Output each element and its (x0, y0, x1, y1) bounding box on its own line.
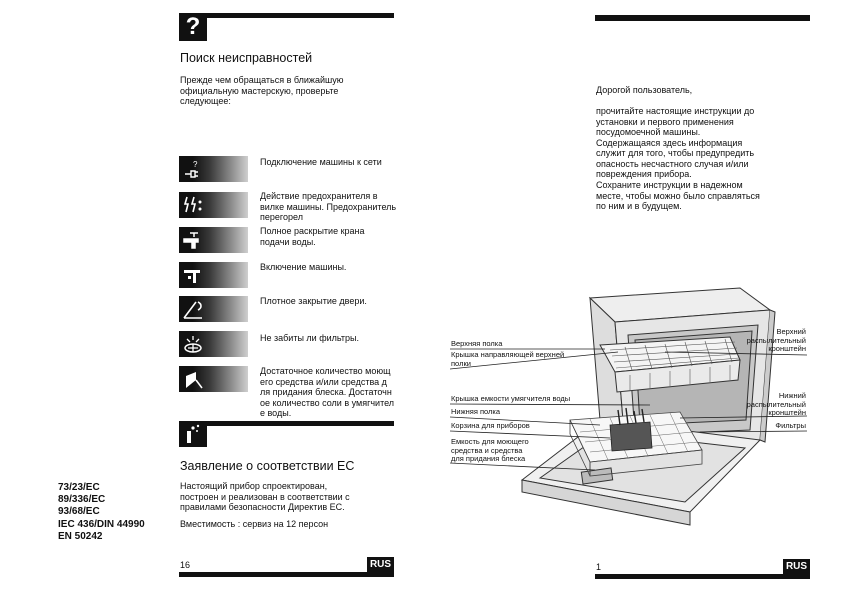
label-cutlery-basket: Корзина для приборов (451, 421, 530, 430)
check-line: перегорел (260, 212, 303, 222)
paragraph-line: опасность несчастного случая и/или (596, 158, 749, 169)
label-lower-rack: Нижняя полка (451, 407, 501, 416)
directive-item: 93/68/EC (58, 506, 100, 518)
intro-line: следующее: (180, 96, 231, 106)
label-line: распылительный (746, 335, 806, 345)
paragraph-line: по ним и в будущем. (596, 201, 682, 211)
check-line: вилке машины. Предохранитель (260, 201, 397, 212)
check-line: его средства и/или средства д (260, 376, 387, 387)
label-softener-cap: Крышка емкости умягчителя воды (451, 394, 571, 403)
label-lower-spray-arm (720, 392, 806, 418)
paragraph-line: Содержащаяся здесь информация (596, 137, 743, 148)
check-line: ое количество соли в умягчител (260, 397, 395, 408)
label-upper-rack-guide-cover (451, 351, 564, 368)
directive-item: EN 50242 (58, 530, 103, 542)
svg-text:?: ? (193, 160, 198, 169)
label-upper-spray-arm (720, 328, 806, 354)
check-line: Включение машины. (260, 262, 347, 272)
label-line: кронштейн (768, 344, 806, 353)
question-mark: ? (185, 13, 201, 40)
label-line: полки (451, 358, 471, 368)
check-line: Подключение машины к сети (260, 157, 382, 167)
check-line: Полное раскрытие крана (260, 226, 365, 236)
ec-line: правилами безопасности Директив ЕС. (180, 502, 345, 512)
lang-badge-right: RUS (783, 559, 810, 575)
page-number-right: 1 (596, 562, 602, 572)
label-filters: Фильтры (775, 421, 806, 430)
check-line: Действие предохранителя в (260, 191, 378, 201)
greeting: Дорогой пользователь, (596, 85, 693, 95)
paragraph-line: месте, чтобы можно было справляться (596, 190, 760, 201)
lang-badge-left: RUS (367, 557, 394, 573)
check-line: е воды. (260, 408, 292, 418)
paragraph-line: Сохраните инструкции в надежном (596, 180, 743, 190)
capacity-text: Вместимость : сервиз на 12 персон (180, 519, 329, 529)
directive-item: IEC 436/DIN 44990 (58, 518, 145, 530)
ec-line: построен и реализован в соответствии с (180, 491, 350, 502)
page-title-troubleshooting: Поиск неисправностей (180, 51, 313, 65)
intro-line: Прежде чем обращаться в ближайшую (180, 75, 344, 85)
label-line: Крышка направляющей верхней (451, 350, 565, 359)
label-line: кронштейн (768, 408, 806, 417)
paragraph-line: установки и первого применения (596, 116, 734, 127)
check-line: Достаточное количество моющ (260, 366, 391, 376)
ec-declaration-heading: Заявление о соответствии ЕС (180, 459, 355, 473)
paragraph-line: служит для того, чтобы предупредить (596, 148, 755, 158)
paragraph-line: повреждения прибора. (596, 169, 692, 179)
label-line: для придания блеска (451, 454, 526, 463)
label-line: Емкость для моющего (451, 437, 529, 446)
label-detergent-dispenser (451, 438, 529, 464)
directive-item: 89/336/EC (58, 494, 106, 506)
label-line: средства и средства (451, 445, 523, 455)
page-number-left: 16 (180, 560, 191, 570)
label-line: распылительный (746, 399, 806, 409)
directive-item: 73/23/EC (58, 482, 100, 493)
check-line: подачи воды. (260, 236, 316, 247)
paragraph-line: прочитайте настоящие инструкции до (596, 106, 755, 116)
label-line: Нижний (778, 391, 806, 400)
ec-line: Настоящий прибор спроектирован, (180, 481, 328, 491)
label-line: Верхний (776, 327, 806, 336)
paragraph-line: посудомоечной машины. (596, 127, 701, 137)
bottom-rule-right (595, 574, 810, 579)
check-line: Не забиты ли фильтры. (260, 333, 359, 343)
check-line: Плотное закрытие двери. (260, 296, 367, 306)
check-line: ля придания блеска. Достаточн (260, 387, 392, 397)
label-upper-rack: Верхняя полка (451, 339, 503, 348)
intro-line: официальную мастерскую, проверьте (180, 85, 339, 96)
